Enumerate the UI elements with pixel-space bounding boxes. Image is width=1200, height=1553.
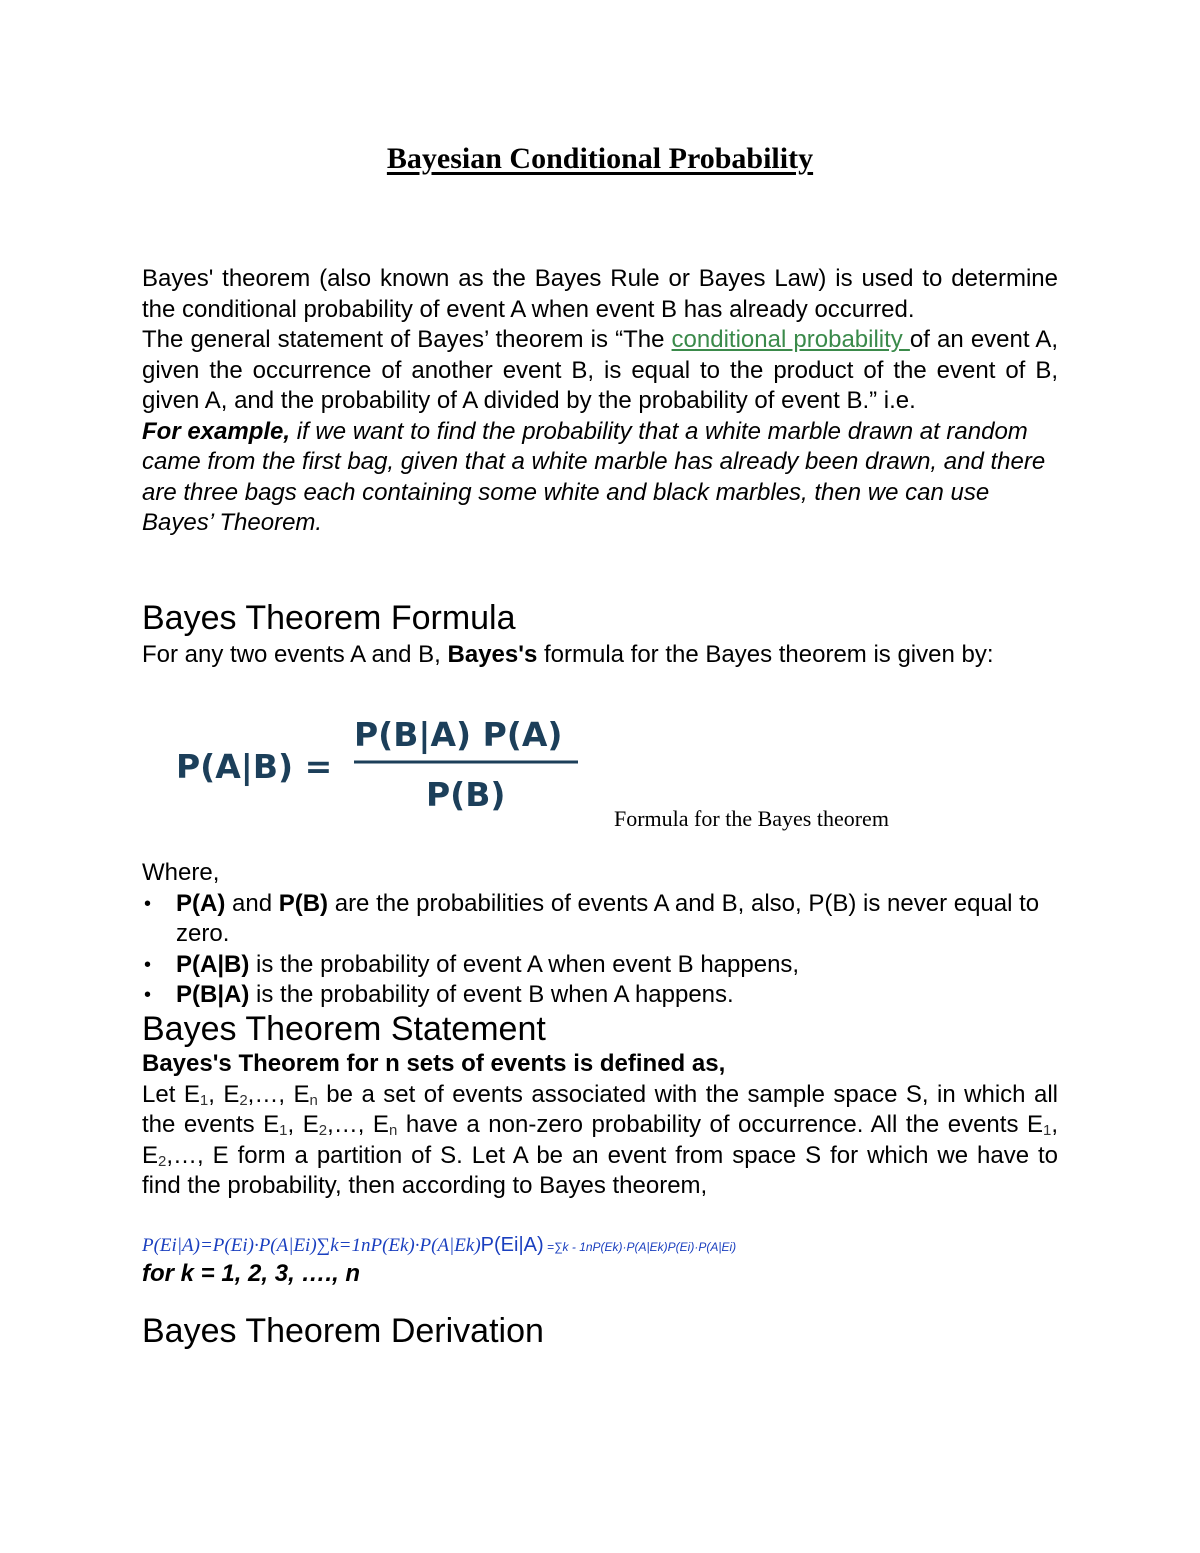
bullet-icon: • [144,984,152,1006]
general-statement-paragraph: The general statement of Bayes’ theorem is “The conditional probability of an event A, given the occurrence of another event B, is equal to the product of the event of B, given A, and the probability of A divided by the probability of event B.” i.e. [142,326,1058,414]
statement-paragraph: Let $E_1$, $E_2,\dots$, $E_n$ be a set of events associated with the sample space S, in which all the events $E_1$, $E_2,\dots$, $E_n$ have a non-zero probability of occurrence. All the events $E_1$, $E_2,\dots$, E form a partition of S. Let A be an event from space S for which we have to find the probability, then according to Bayes theorem, [142,1080,1059,1199]
formula-denominator: P(B) [426,775,506,814]
formula-numerator: P(B|A) P(A) [354,715,563,754]
statement-subheading: Bayes's Theorem for n sets of events is defined as, [142,1050,726,1077]
bullet-icon: • [144,953,152,976]
list-item: • P(B|A) is the probability of event B when A happens. [142,980,1058,1011]
where-label: Where, [142,859,220,886]
formula-heading: Bayes Theorem Formula [142,599,516,637]
n-events-formula: P(Ei|A)=P(Ei)·P(A|Ei)∑k=1nP(Ek)·P(A|Ek)P(Ei|A) =∑k - 1nP(Ek)·P(A|Ek)P(Ei)·P(A|Ei) [142,1234,737,1256]
statement-block [142,1049,1058,1202]
list-item: • P(A) and P(B) are the probabilities of events A and B, also, P(B) is never equal to zero. [144,889,1040,947]
conditional-probability-link[interactable]: conditional probability [671,326,910,353]
example-paragraph: For example, if we want to find the probability that a white marble drawn at random came from the first bag, given that a white marble has already been drawn, and there are three bags each containing some white and black marbles, then we can use Bayes’ Theorem. [142,417,1046,536]
derivation-heading: Bayes Theorem Derivation [142,1312,544,1350]
statement-heading: Bayes Theorem Statement [142,1010,546,1048]
example-label: For example, [142,417,291,445]
formula-lhs: P(A|B) = [176,747,333,786]
formula-caption: Formula for the Bayes theorem [614,806,889,831]
page-title: Bayesian Conditional Probability [386,142,814,175]
intro-block [142,264,1058,539]
intro-paragraph: Bayes' theorem (also known as the Bayes Rule or Bayes Law) is used to determine the conditional probability of event A when event B has already occurred. [142,265,1058,323]
k-range-line: for k = 1, 2, 3, …., n [142,1260,361,1287]
bullet-icon: • [144,892,152,915]
where-block [142,858,1058,1011]
list-item: • P(A|B) is the probability of event A when event B happens, [142,950,1058,981]
formula-intro: For any two events A and B, Bayes's formula for the Bayes theorem is given by: [142,641,994,668]
definitions-list [142,889,1058,1011]
bayes-formula-image [174,712,584,822]
